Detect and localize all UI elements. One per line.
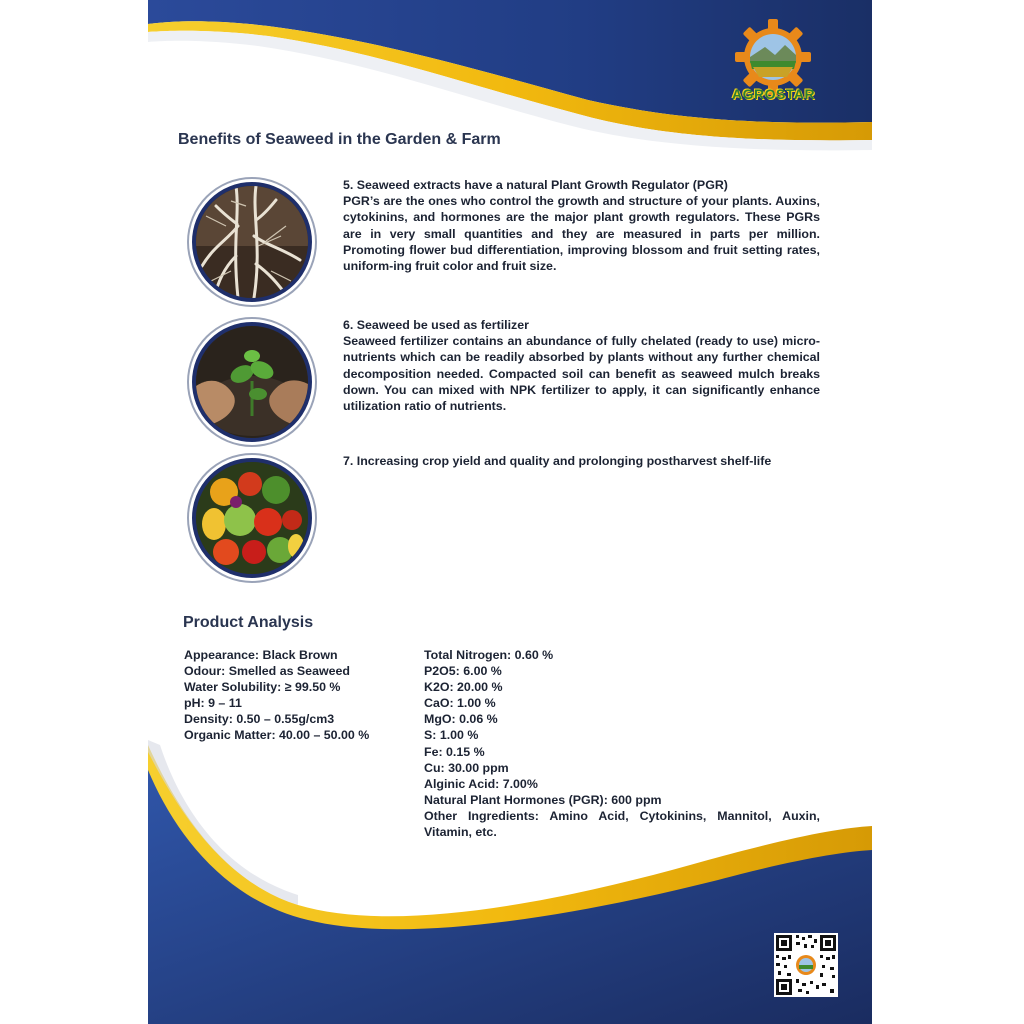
analysis-item: S: 1.00 % [424, 728, 479, 743]
analysis-left-column [184, 647, 404, 744]
analysis-item: Appearance: Black Brown [184, 648, 338, 662]
analysis-item: CaO: 1.00 % [424, 696, 496, 711]
brochure-page [148, 0, 872, 1024]
seedling-image [192, 322, 312, 442]
benefit-7 [343, 453, 820, 469]
benefit-5-heading: 5. Seaweed extracts have a natural Plant Growth Regulator (PGR) [343, 178, 728, 192]
product-analysis-title: Product Analysis [183, 614, 314, 631]
analysis-item-other-ingredients: Other Ingredients: Amino Acid, Cytokinins, Mannitol, Auxin, Vitamin, etc. [424, 808, 820, 840]
page-title: Benefits of Seaweed in the Garden & Farm [178, 131, 501, 148]
analysis-item: Cu: 30.00 ppm [424, 760, 509, 775]
analysis-item: Natural Plant Hormones (PGR): 600 ppm [424, 792, 662, 807]
benefit-7-heading: 7. Increasing crop yield and quality and prolonging postharvest shelf-life [343, 454, 772, 468]
analysis-item: MgO: 0.06 % [424, 712, 498, 727]
qr-code-icon[interactable] [774, 933, 838, 997]
analysis-item: Organic Matter: 40.00 – 50.00 % [184, 728, 370, 743]
fruits-image [192, 458, 312, 578]
benefit-6 [343, 317, 820, 414]
analysis-item: Fe: 0.15 % [424, 744, 485, 759]
analysis-item: Total Nitrogen: 0.60 % [424, 648, 554, 662]
benefit-5-body: PGR’s are the ones who control the growth and structure of your plants. Auxins, cytokinins, and hormones are the major plant growth regulators. These PGRs are in very small quantities and they are measured in parts per million. Promoting flower bud differentiation, improving blossom and fruit setting rates, uniform-ing fruit color and fruit size. [343, 194, 820, 274]
brand-name: AGROSTAR [732, 86, 816, 102]
benefit-5 [343, 177, 820, 274]
analysis-item: P2O5: 6.00 % [424, 664, 502, 679]
analysis-item: Odour: Smelled as Seaweed [184, 664, 350, 679]
analysis-item: pH: 9 – 11 [184, 696, 242, 711]
analysis-right-column [424, 647, 820, 840]
analysis-item: Water Solubility: ≥ 99.50 % [184, 680, 341, 695]
analysis-item: K2O: 20.00 % [424, 680, 503, 695]
analysis-item: Alginic Acid: 7.00% [424, 776, 538, 791]
roots-image [192, 182, 312, 302]
benefit-6-heading: 6. Seaweed be used as fertilizer [343, 318, 529, 332]
benefit-6-body: Seaweed fertilizer contains an abundance of fully chelated (ready to use) micro-nutrients which can be readily absorbed by plants without any further chemical decomposition needed. Compacted soil can benefit as seaweed mulch breaks down. You can mixed with NPK fertilizer to apply, it can significantly enhance utilization ratio of nutrients. [343, 334, 820, 414]
analysis-item: Density: 0.50 – 0.55g/cm3 [184, 712, 335, 727]
